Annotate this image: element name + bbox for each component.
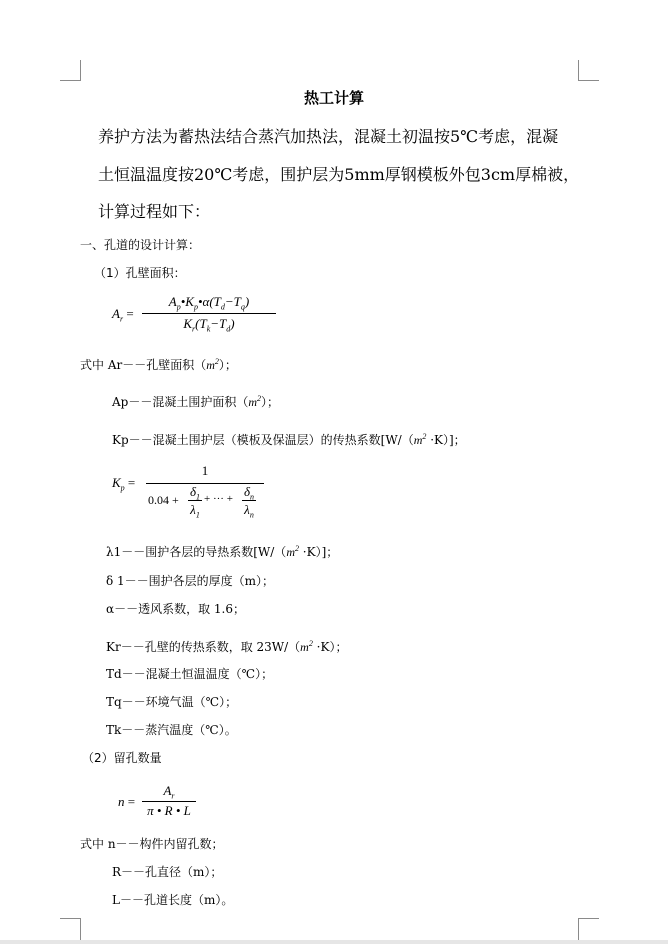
formula2-numerator: 1 bbox=[201, 463, 209, 478]
intro-line-3: 计算过程如下： bbox=[98, 202, 211, 221]
formula3-numerator: $A_r$ bbox=[163, 783, 175, 801]
formula2-constant: 0.04 + bbox=[148, 493, 179, 507]
formula2-delta1: $\delta_1$ bbox=[189, 484, 201, 502]
formula1-numerator: $A_p•K_p•\alpha(T_d-T_q)$ bbox=[168, 294, 250, 312]
where-kp: Kp－－混凝土围护层（模板及保温层）的传热系数$[W/(m^2 \cdot K)]$； bbox=[112, 432, 466, 447]
crop-mark-bottom-left bbox=[60, 918, 81, 941]
formula2-lhs: $K_p$ = bbox=[112, 475, 136, 493]
formula-hole-wall-area bbox=[112, 294, 282, 336]
formula-hole-count bbox=[118, 783, 208, 825]
formula2-ellipsis: + ··· + bbox=[204, 493, 233, 505]
page-bottom-edge bbox=[0, 940, 668, 944]
section-heading: 一、孔道的设计计算： bbox=[80, 238, 201, 252]
crop-mark-top-left bbox=[60, 60, 81, 81]
formula1-lhs: $A_r$ = bbox=[112, 306, 134, 324]
param-lambda: λ1－－围护各层的导热系数$[W/(m^2 \cdot K)]$； bbox=[106, 544, 339, 559]
formula2-lambda1: $\lambda_1$ bbox=[190, 502, 200, 520]
param-tq: Tq－－环境气温（℃）； bbox=[106, 695, 238, 709]
formula3-denominator: π • R • L bbox=[147, 803, 191, 818]
param-tk: Tk－－蒸汽温度（℃）。 bbox=[106, 723, 237, 737]
where-r: R－－孔直径（m）； bbox=[112, 865, 223, 879]
crop-mark-bottom-right bbox=[578, 918, 599, 941]
param-delta: δ 1－－围护各层的厚度（m）； bbox=[106, 574, 275, 588]
formula2-sub-bar-1 bbox=[188, 500, 202, 501]
page-title: 热工计算 bbox=[303, 89, 364, 107]
formula2-deltan: $\delta_n$ bbox=[243, 484, 255, 502]
where-ar: 式中 Ar－－孔壁面积$(m^2)$； bbox=[80, 357, 237, 372]
intro-line-1: 养护方法为蓄热法结合蒸汽加热法，混凝土初温按5℃考虑，混凝 bbox=[98, 127, 559, 146]
subsection-1-heading: （1）孔壁面积： bbox=[94, 266, 186, 280]
param-td: Td－－混凝土恒温温度（℃）； bbox=[106, 667, 274, 681]
formula2-lambdan: $\lambda_n$ bbox=[244, 502, 254, 520]
crop-mark-top-right bbox=[578, 60, 599, 81]
formula-kp bbox=[112, 463, 272, 525]
formula2-sub-bar-n bbox=[242, 500, 256, 501]
where-n: 式中 n－－构件内留孔数； bbox=[80, 837, 224, 851]
formula3-fraction-bar bbox=[142, 801, 196, 802]
formula1-fraction-bar bbox=[142, 313, 276, 314]
param-kr: Kr－－孔壁的传热系数，取 $23W/(m^2 \cdot K)$； bbox=[106, 639, 348, 654]
intro-line-2: 土恒温温度按20℃考虑，围护层为5mm厚钢模板外包3cm厚棉被， bbox=[98, 165, 580, 184]
where-l: L－－孔道长度（m）。 bbox=[112, 893, 234, 907]
subsection-2-heading: （2）留孔数量 bbox=[82, 751, 162, 765]
formula1-denominator: $K_r(T_k-T_d)$ bbox=[183, 316, 235, 334]
formula3-lhs: n = bbox=[118, 794, 136, 809]
where-ap: Ap－－混凝土围护面积$(m^2)$； bbox=[112, 394, 280, 409]
param-alpha: α－－透风系数，取 1.6； bbox=[106, 602, 246, 616]
